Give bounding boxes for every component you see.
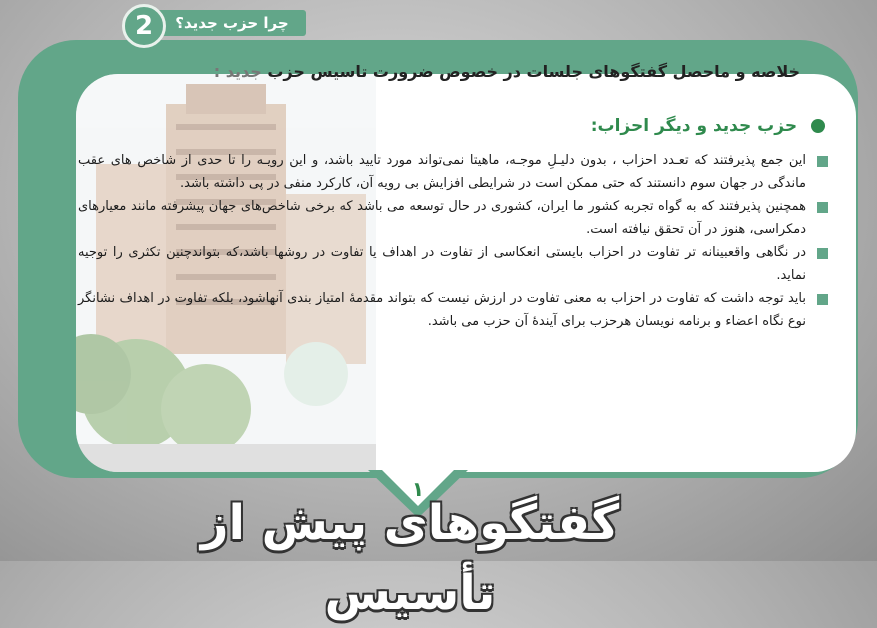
section-title-text: حزب جدید و دیگر احزاب:	[590, 116, 798, 136]
bullet-item	[78, 196, 828, 241]
footer-title: گفتگوهای پیش از تأسیس	[200, 495, 620, 621]
square-bullet-icon	[817, 156, 828, 167]
headline-main: خلاصه و ماحصل گفتگوهای جلسات در خصوص ضرورت تاسیس حزب	[267, 62, 800, 81]
bullet-text: این جمع پذیرفتند که تعـدد احزاب ، بدون دلیـلِ موجـه، ماهیتا نمی‌تواند مورد تایید باشد، و این رویـه را تا حدی از شاخص های عقب ماندگی در جهان سوم دانستند که حتی ممکن است در شرایطی افزایش بی رویه آن، کارکرد منفی در پی داشته باشد.	[78, 153, 806, 191]
square-bullet-icon	[817, 202, 828, 213]
bullet-dot-icon	[811, 119, 825, 133]
bullet-text: باید توجه داشت که تفاوت در احزاب به معنی تفاوت در ارزش نیست که بتواند مقدمۀ امتیاز بندی آنهاشود، بلکه تفاوت در اهداف نشانگر نوع نگاه اعضاء و برنامه نویسان هرحزب برای آیندۀ آن حزب می باشد.	[78, 291, 806, 329]
title-tab-label: چرا حزب جدید؟	[175, 14, 289, 32]
bullet-item	[78, 242, 828, 287]
pointer-number: ۱	[411, 477, 425, 501]
section-title	[480, 116, 825, 136]
headline-accent: جدید :	[213, 62, 262, 81]
square-bullet-icon	[817, 294, 828, 305]
title-tab	[122, 4, 306, 48]
bullet-item	[78, 288, 828, 333]
headline	[120, 62, 800, 81]
bullet-item	[78, 150, 828, 195]
slide-number-badge: 2	[122, 4, 166, 48]
square-bullet-icon	[817, 248, 828, 259]
bullet-text: در نگاهی واقعبینانه تر تفاوت در احزاب بایستی انعکاسی از تفاوت در اهداف یا تفاوت در روشها باشد،که بتواندچنین تکثری را توجیه نماید.	[78, 245, 806, 283]
bullet-text: همچنین پذیرفتند که به گواه تجربه کشور ما ایران، کشوری در حال توسعه می باشد که برخی شاخص‌های جهان پیشرفته مانند معیارهای دمکراسی، هنوز در آن تحقق نیافته است.	[78, 199, 806, 237]
bullet-list	[78, 150, 828, 334]
